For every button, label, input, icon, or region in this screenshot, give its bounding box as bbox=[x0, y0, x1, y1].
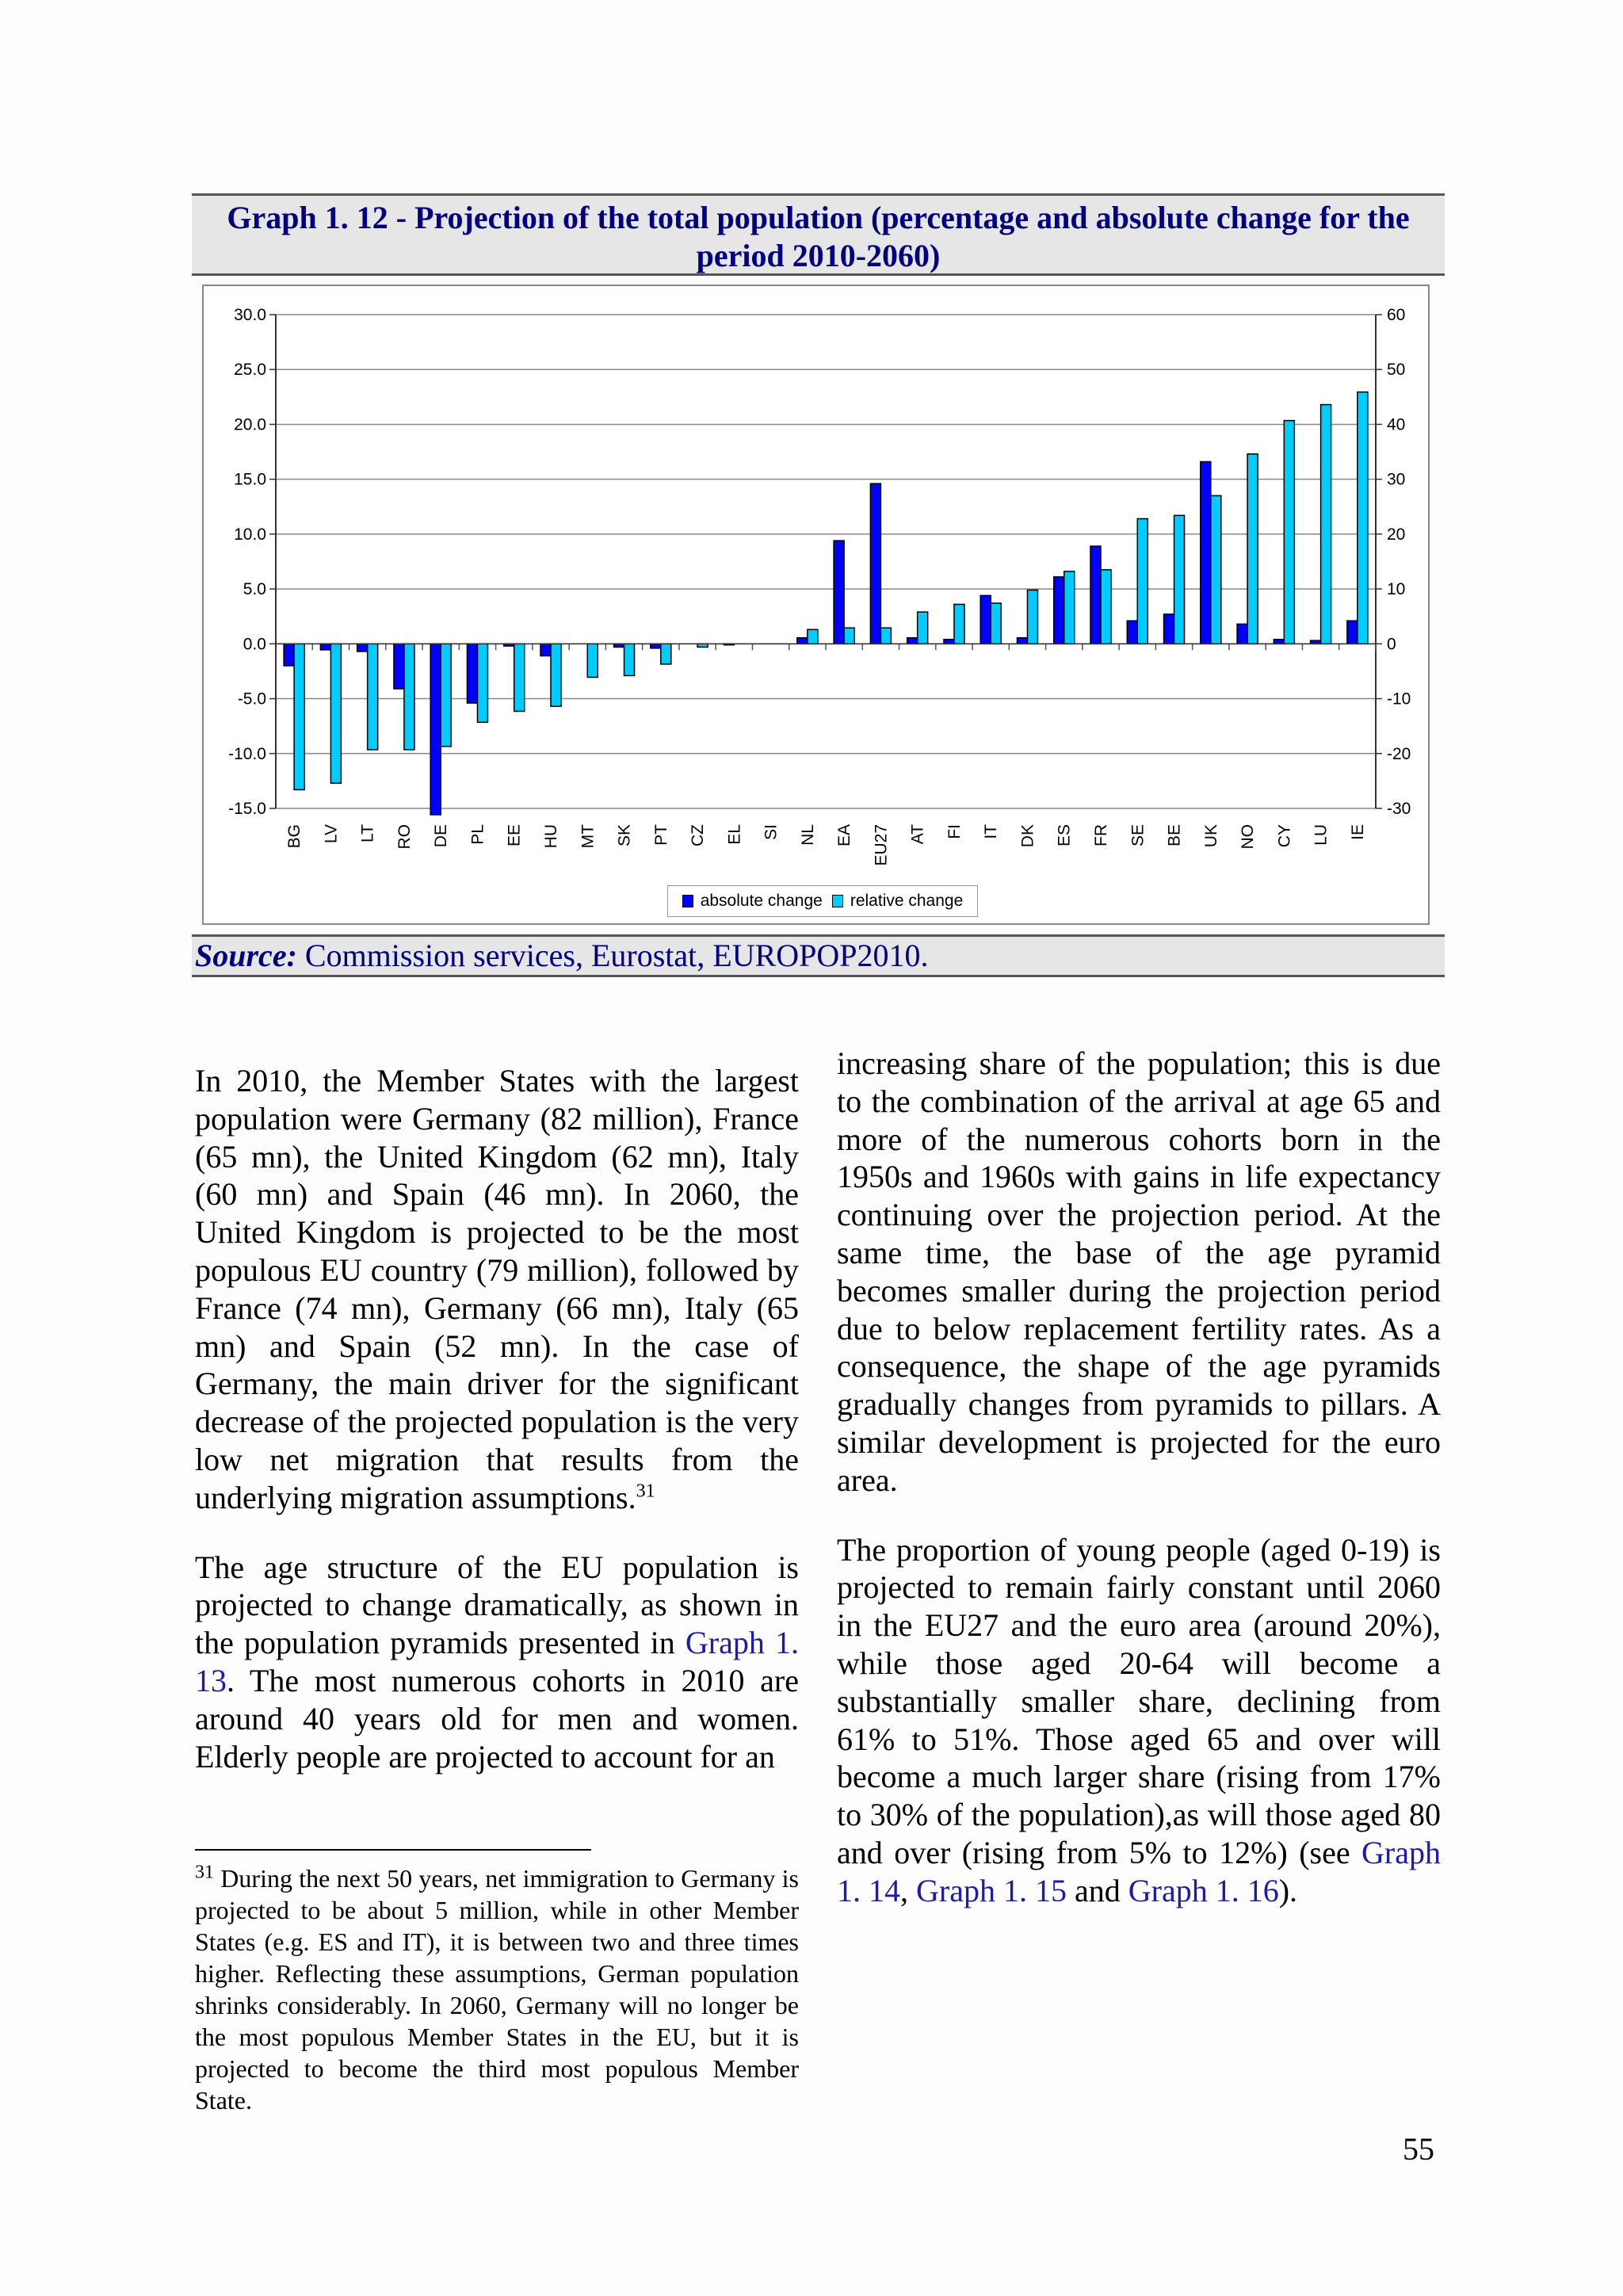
category-label: FI bbox=[945, 824, 964, 839]
left-tick-label: 30.0 bbox=[234, 306, 266, 324]
category-label: NL bbox=[798, 824, 817, 846]
bar-relative-AT bbox=[918, 612, 928, 644]
paragraph bbox=[195, 1549, 799, 1776]
bar-absolute-IT bbox=[980, 595, 991, 644]
category-label: IE bbox=[1348, 824, 1367, 840]
bar-relative-LT bbox=[368, 644, 378, 750]
right-tick-label: 40 bbox=[1387, 415, 1406, 434]
bar-absolute-SE bbox=[1127, 621, 1137, 644]
right-tick-label: 60 bbox=[1387, 306, 1406, 324]
bar-absolute-BG bbox=[284, 644, 294, 666]
bar-absolute-IE bbox=[1347, 621, 1358, 644]
category-label: FR bbox=[1092, 824, 1110, 846]
bar-relative-EA bbox=[844, 628, 854, 644]
right-tick-label: -10 bbox=[1387, 690, 1411, 709]
category-label: AT bbox=[908, 824, 927, 845]
category-label: NO bbox=[1239, 824, 1258, 850]
paragraph-text: The age structure of the EU population is projected to change dramatically, as shown in the population pyramids presented in bbox=[195, 1549, 799, 1661]
paragraph-text: The proportion of young people (aged 0-19) is projected to remain fairly constant until 2060 in the EU27 and the euro area (around 20%), while those aged 20-64 will become a substantially smaller share, declining from 61% to 51%. Those aged 65 and over will become a much larger share (rising from 17% to 30% of the population),as will those aged 80 and over (rising from 5% to 12%) (see bbox=[837, 1531, 1441, 1870]
category-label: EL bbox=[725, 824, 744, 845]
chart-frame bbox=[202, 285, 1430, 925]
bar-absolute-DE bbox=[430, 644, 441, 815]
category-label: IT bbox=[982, 824, 1001, 839]
source-label: Source: bbox=[195, 938, 297, 973]
left-tick-label: 20.0 bbox=[234, 415, 266, 434]
paragraph-text: ). bbox=[1278, 1872, 1298, 1908]
left-tick-label: 0.0 bbox=[242, 635, 266, 654]
right-tick-label: 50 bbox=[1387, 361, 1406, 380]
paragraph-text: increasing share of the population; this is due to the combination of the arrival at age 65 and more of the numerous cohorts born in the 1950s and 1960s with gains in life expectancy continuing over the projection period. At the same time, the base of the age pyramid becomes smaller during the projection period due to below replacement fertility rates. As a consequence, the shape of the age pyramids gradually changes from pyramids to pillars. A similar development is projected for the euro area. bbox=[837, 1045, 1441, 1498]
left-tick-label: 10.0 bbox=[234, 525, 266, 544]
bar-absolute-EU27 bbox=[870, 483, 880, 644]
left-tick-label: 5.0 bbox=[242, 580, 266, 599]
paragraph-text: In 2010, the Member States with the largest population were Germany (82 million), France (65 mn), the United Kingdom (62 mn), Italy (60 mn) and Spain (46 mn). In 2060, the United Kingdom is projected to be the most populous EU country (79 million), followed by France (74 mn), Germany (66 mn), Italy (65 mn) and Spain (52 mn). In the case of Germany, the main driver for the significant decrease of the projected population is the very low net migration that results from the underlying migration assumptions. bbox=[195, 1063, 799, 1515]
left-tick-label: 25.0 bbox=[234, 361, 266, 380]
graph-link[interactable]: Graph 1. 15 bbox=[916, 1872, 1067, 1908]
bar-relative-UK bbox=[1211, 495, 1221, 644]
right-tick-label: 30 bbox=[1387, 470, 1406, 489]
bar-absolute-FR bbox=[1090, 546, 1101, 644]
paragraph bbox=[837, 1045, 1441, 1499]
graph-link[interactable]: Graph 1. 16 bbox=[1128, 1872, 1279, 1908]
bar-relative-DE bbox=[441, 644, 451, 746]
legend-label-relative: relative change bbox=[850, 892, 964, 910]
bar-relative-FR bbox=[1101, 570, 1111, 644]
bar-absolute-UK bbox=[1201, 462, 1211, 644]
footnote-number: 31 bbox=[195, 1862, 214, 1883]
paragraph-text: . The most numerous cohorts in 2010 are around 40 years old for men and women. Elderly people are projected to account for an bbox=[195, 1662, 799, 1775]
bar-relative-CY bbox=[1284, 421, 1294, 644]
bar-absolute-BE bbox=[1164, 614, 1174, 644]
left-column bbox=[195, 1062, 799, 1807]
category-label: ES bbox=[1055, 824, 1074, 847]
right-tick-label: 10 bbox=[1387, 580, 1406, 599]
bar-absolute-DK bbox=[1017, 638, 1027, 644]
paragraph-text: and bbox=[1066, 1872, 1128, 1908]
bar-absolute-ES bbox=[1054, 577, 1064, 644]
category-label: RO bbox=[395, 824, 414, 850]
bar-relative-DK bbox=[1027, 590, 1037, 644]
bar-relative-NL bbox=[808, 629, 818, 644]
footnote-separator bbox=[195, 1849, 591, 1851]
left-tick-label: -10.0 bbox=[228, 744, 266, 763]
left-tick-label: 15.0 bbox=[234, 470, 266, 489]
bar-relative-BE bbox=[1174, 515, 1185, 644]
bar-absolute-NL bbox=[797, 638, 808, 644]
legend-swatch-relative bbox=[832, 895, 843, 907]
category-label: DE bbox=[432, 824, 451, 848]
right-tick-label: 0 bbox=[1387, 635, 1396, 654]
bar-relative-SE bbox=[1137, 519, 1148, 644]
source-text: Commission services, Eurostat, EUROPOP2010. bbox=[296, 938, 929, 973]
right-tick-label: 20 bbox=[1387, 525, 1406, 544]
category-label: LU bbox=[1312, 824, 1331, 846]
category-label: MT bbox=[579, 824, 598, 849]
bar-relative-RO bbox=[404, 644, 414, 750]
bar-absolute-FI bbox=[944, 640, 954, 644]
bar-absolute-LV bbox=[320, 644, 330, 650]
bar-relative-BG bbox=[294, 644, 304, 789]
category-label: SE bbox=[1128, 824, 1148, 847]
category-label: PL bbox=[468, 824, 487, 845]
graph-link[interactable]: Graph 1. 13 bbox=[195, 1625, 800, 1698]
bar-relative-HU bbox=[551, 644, 561, 706]
bar-relative-PL bbox=[477, 644, 487, 722]
bar-absolute-RO bbox=[394, 644, 404, 689]
category-label: UK bbox=[1201, 824, 1220, 848]
bar-relative-EE bbox=[514, 644, 525, 711]
left-tick-label: -15.0 bbox=[228, 800, 266, 818]
graph-title: Graph 1. 12 - Projection of the total population (percentage and absolute change for the period 2010-2060) bbox=[192, 193, 1445, 276]
bar-relative-EU27 bbox=[880, 628, 891, 644]
bar-absolute-NO bbox=[1237, 624, 1247, 644]
page-number: 55 bbox=[1403, 2131, 1434, 2167]
bar-relative-ES bbox=[1064, 571, 1075, 644]
bar-absolute-AT bbox=[907, 638, 918, 644]
category-label: BG bbox=[285, 824, 304, 849]
footnote bbox=[195, 1862, 799, 2116]
bar-relative-NO bbox=[1247, 454, 1258, 644]
footnote-ref[interactable]: 31 bbox=[636, 1480, 655, 1502]
bar-relative-SK bbox=[624, 644, 635, 675]
right-column bbox=[837, 1045, 1441, 1942]
chart-legend bbox=[667, 885, 978, 917]
paragraph bbox=[837, 1531, 1441, 1910]
source-note bbox=[192, 934, 1445, 977]
left-tick-label: -5.0 bbox=[237, 690, 266, 709]
category-label: CY bbox=[1275, 824, 1294, 848]
bar-absolute-HU bbox=[540, 644, 551, 655]
category-label: CZ bbox=[689, 824, 708, 846]
bar-relative-IE bbox=[1358, 392, 1368, 644]
bar-relative-IT bbox=[991, 603, 1001, 644]
category-label: LT bbox=[358, 824, 377, 842]
category-label: LV bbox=[322, 824, 341, 844]
footnote-text: During the next 50 years, net immigration to Germany is projected to be about 5 million, while in other Member States (e.g. ES and IT), it is between two and three times higher. Reflecting these assumptions, German population shrinks considerably. In 2060, Germany will no longer be the most populous Member States in the EU, but it is projected to become the third most populous Member State. bbox=[195, 1864, 799, 2115]
paragraph-text: , bbox=[900, 1872, 916, 1908]
right-tick-label: -20 bbox=[1387, 744, 1411, 763]
bar-relative-PT bbox=[661, 644, 671, 664]
bar-relative-LV bbox=[330, 644, 341, 783]
paragraph bbox=[195, 1062, 799, 1517]
bar-absolute-LT bbox=[357, 644, 368, 651]
category-label: SI bbox=[762, 824, 781, 840]
legend-label-absolute: absolute change bbox=[700, 892, 823, 910]
bar-chart bbox=[204, 286, 1431, 926]
category-label: EA bbox=[835, 824, 854, 847]
legend-swatch-absolute bbox=[682, 895, 693, 907]
bar-absolute-PL bbox=[467, 644, 477, 703]
bar-absolute-EA bbox=[834, 541, 844, 644]
bar-absolute-CY bbox=[1274, 640, 1284, 644]
bar-relative-FI bbox=[954, 604, 964, 644]
category-label: DK bbox=[1018, 824, 1037, 848]
bar-relative-MT bbox=[587, 644, 598, 677]
category-label: HU bbox=[542, 824, 560, 849]
category-label: BE bbox=[1165, 824, 1184, 847]
category-label: PT bbox=[651, 824, 670, 846]
bar-absolute-PT bbox=[651, 644, 661, 648]
graph-link[interactable]: Graph 1. 14 bbox=[837, 1834, 1441, 1908]
right-tick-label: -30 bbox=[1387, 800, 1411, 818]
category-label: EE bbox=[505, 824, 524, 847]
bar-relative-LU bbox=[1321, 405, 1331, 644]
category-label: SK bbox=[615, 824, 634, 847]
category-label: EU27 bbox=[872, 824, 891, 866]
